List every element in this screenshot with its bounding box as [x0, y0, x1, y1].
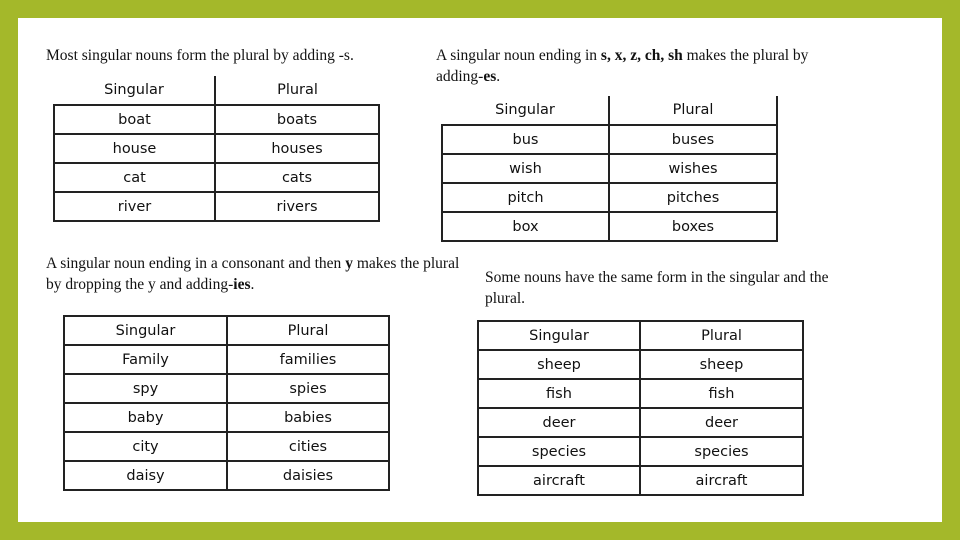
- singular-cell: fish: [478, 379, 640, 408]
- caption-suffix: es: [483, 68, 497, 85]
- plural-cell: fish: [640, 379, 803, 408]
- plural-cell: buses: [609, 125, 777, 154]
- table-row: [54, 134, 379, 163]
- rule-caption-es: [436, 45, 856, 87]
- caption-text: makes the plural by adding-: [436, 47, 809, 85]
- singular-cell: house: [54, 134, 215, 163]
- table-row: [442, 125, 777, 154]
- plural-cell: cats: [215, 163, 379, 192]
- caption-text: .: [496, 68, 501, 85]
- table-row: [442, 212, 777, 241]
- singular-cell: river: [54, 192, 215, 221]
- table-row: [54, 192, 379, 221]
- plural-cell: pitches: [609, 183, 777, 212]
- plural-s-table: [53, 76, 380, 222]
- plural-cell: spies: [227, 374, 389, 403]
- table-row: [478, 466, 803, 495]
- caption-suffix: ies: [233, 276, 251, 293]
- singular-cell: aircraft: [478, 466, 640, 495]
- table-row: [478, 437, 803, 466]
- header-singular: Singular: [64, 316, 227, 345]
- plural-ies-table: [63, 315, 390, 491]
- plural-cell: houses: [215, 134, 379, 163]
- table-row: [64, 432, 389, 461]
- singular-cell: sheep: [478, 350, 640, 379]
- singular-cell: Family: [64, 345, 227, 374]
- plural-cell: boxes: [609, 212, 777, 241]
- table-row: [54, 163, 379, 192]
- plural-cell: wishes: [609, 154, 777, 183]
- table-row: [478, 350, 803, 379]
- table-row: [64, 374, 389, 403]
- header-plural: Plural: [609, 96, 777, 125]
- rule-caption-ies: [46, 253, 466, 295]
- header-plural: Plural: [227, 316, 389, 345]
- plural-cell: species: [640, 437, 803, 466]
- singular-cell: bus: [442, 125, 609, 154]
- singular-cell: cat: [54, 163, 215, 192]
- same-form-table: [477, 320, 804, 496]
- caption-text: Most singular nouns form the plural by adding -s.: [46, 47, 354, 64]
- singular-cell: city: [64, 432, 227, 461]
- caption-endings: s, x, z, ch, sh: [600, 47, 683, 64]
- plural-cell: cities: [227, 432, 389, 461]
- singular-cell: daisy: [64, 461, 227, 490]
- rule-caption-s: [46, 45, 426, 66]
- table-row: [64, 403, 389, 432]
- plural-cell: deer: [640, 408, 803, 437]
- table-row: [478, 408, 803, 437]
- caption-letter: y: [345, 255, 353, 272]
- singular-cell: spy: [64, 374, 227, 403]
- singular-cell: box: [442, 212, 609, 241]
- table-row: [478, 379, 803, 408]
- header-plural: Plural: [215, 76, 379, 105]
- header-plural: Plural: [640, 321, 803, 350]
- plural-cell: sheep: [640, 350, 803, 379]
- plural-cell: aircraft: [640, 466, 803, 495]
- plural-cell: babies: [227, 403, 389, 432]
- rule-caption-same-form: [485, 267, 865, 309]
- singular-cell: baby: [64, 403, 227, 432]
- plural-cell: daisies: [227, 461, 389, 490]
- plural-cell: rivers: [215, 192, 379, 221]
- plural-cell: families: [227, 345, 389, 374]
- header-singular: Singular: [478, 321, 640, 350]
- caption-text: makes the plural by dropping the y and adding-: [46, 255, 460, 293]
- caption-text: A singular noun ending in a consonant and then: [46, 255, 346, 272]
- singular-cell: wish: [442, 154, 609, 183]
- singular-cell: species: [478, 437, 640, 466]
- table-row: [442, 154, 777, 183]
- caption-text: Some nouns have the same form in the singular and the plural.: [485, 269, 829, 307]
- plural-es-table: [441, 96, 778, 242]
- caption-text: A singular noun ending in: [436, 47, 601, 64]
- header-singular: Singular: [54, 76, 215, 105]
- header-singular: Singular: [442, 96, 609, 125]
- singular-cell: pitch: [442, 183, 609, 212]
- table-row: [64, 461, 389, 490]
- singular-cell: boat: [54, 105, 215, 134]
- table-row: [54, 105, 379, 134]
- caption-text: .: [250, 276, 255, 293]
- plural-cell: boats: [215, 105, 379, 134]
- singular-cell: deer: [478, 408, 640, 437]
- table-row: [442, 183, 777, 212]
- table-row: [64, 345, 389, 374]
